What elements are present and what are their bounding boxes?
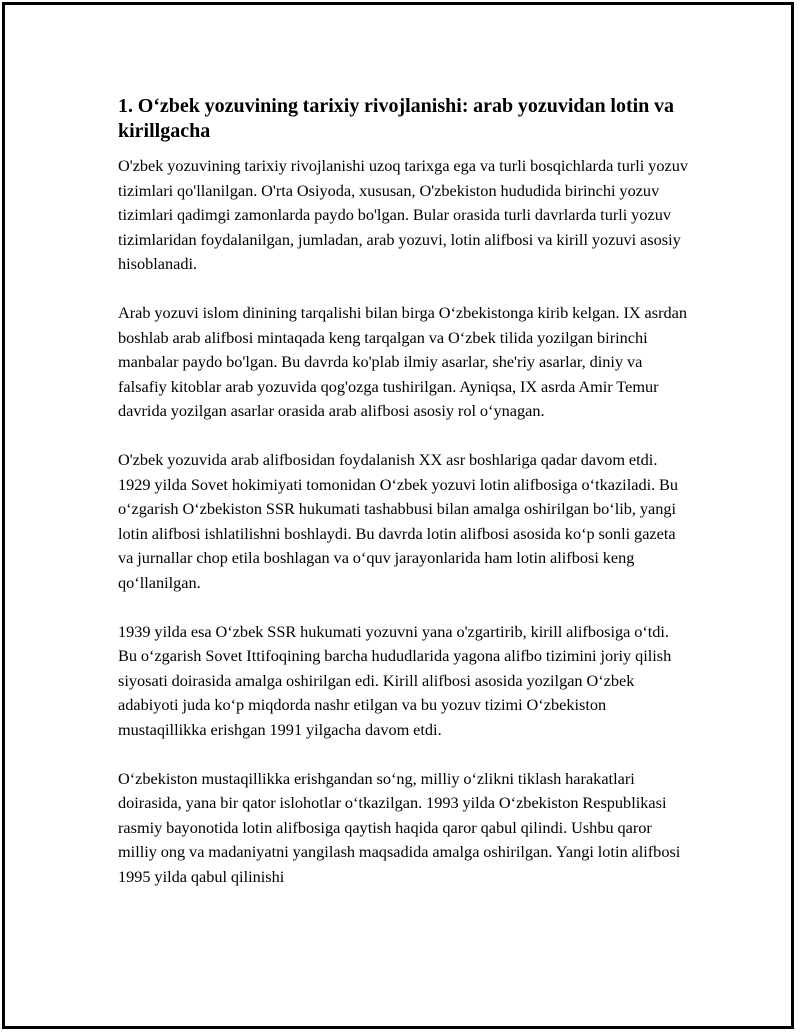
paragraph-latin-script: O'zbek yozuvida arab alifbosidan foydalanish XX asr boshlariga qadar davom etdi. 1929 yilda Sovet hokimiyati tomonidan O‘zbek yozuvi lotin alifbosiga o‘tkaziladi. Bu o‘zgarish O‘zbekiston SSR hukumati tashabbusi bilan amalga oshirilgan bo‘lib, yangi lotin alifbosi ishlatilishni boshlaydi. Bu davrda lotin alifbosi asosida ko‘p sonli gazeta va jurnallar chop etila boshlagan va o‘quv jarayonlarida ham lotin alifbosi keng qo‘llanilgan. <box>118 450 679 592</box>
paragraph-arabic-script: Arab yozuvi islom dinining tarqalishi bilan birga O‘zbekistonga kirib kelgan. IX asrdan boshlab arab alifbosi mintaqada keng tarqalgan va O‘zbek tilida yozilgan birinchi manbalar paydo bo'lgan. Bu davrda ko'plab ilmiy asarlar, she'riy asarlar, diniy va falsafiy kitoblar arab yozuvida qog'ozga tushirilgan. Ayniqsa, IX asrda Amir Temur davrida yozilgan asarlar orasida arab alifbosi asosiy rol o‘ynagan. <box>118 303 688 420</box>
paragraph-intro: O'zbek yozuvining tarixiy rivojlanishi uzoq tarixga ega va turli bosqichlarda turli yozuv tizimlari qo'llanilgan. O'rta Osiyoda, xususan, O'zbekiston hududida birinchi yozuv tizimlari qadimgi zamonlarda paydo bo'lgan. Bular orasida turli davrlarda turli yozuv tizimlaridan foydalanilgan, jumladan, arab yozuvi, lotin alifbosi va kirill yozuvi asosiy hisoblanadi. <box>118 156 688 273</box>
paragraph-cyrillic-script: 1939 yilda esa O‘zbek SSR hukumati yozuvni yana o'zgartirib, kirill alifbosiga o‘tdi. Bu o‘zgarish Sovet Ittifoqining barcha hududlarida yagona alifbo tizimini joriy qilish siyosati doirasida amalga oshirilgan edi. Kirill alifbosi asosida yozilgan O‘zbek adabiyoti juda ko‘p miqdorda nashr etilgan va bu yozuv tizimi O‘zbekiston mustaqillikka erishgan 1991 yilgacha davom etdi. <box>118 621 672 739</box>
paragraph-independence: O‘zbekiston mustaqillikka erishgandan so‘ng, milliy o‘zlikni tiklash harakatlari doirasida, yana bir qator islohotlar o‘tkazilgan. 1993 yilda O‘zbekiston Respublikasi rasmiy bayonotida lotin alifbosiga qaytish haqida qaror qabul qilindi. Ushbu qaror milliy ong va madaniyatni yangilash maqsadida amalga oshirilgan. Yangi lotin alifbosi 1995 yilda qabul qilinishi <box>118 768 681 886</box>
document-body <box>118 94 690 914</box>
section-heading: 1. O‘zbek yozuvining tarixiy rivojlanishi: arab yozuvidan lotin va kirillgacha <box>118 95 674 142</box>
